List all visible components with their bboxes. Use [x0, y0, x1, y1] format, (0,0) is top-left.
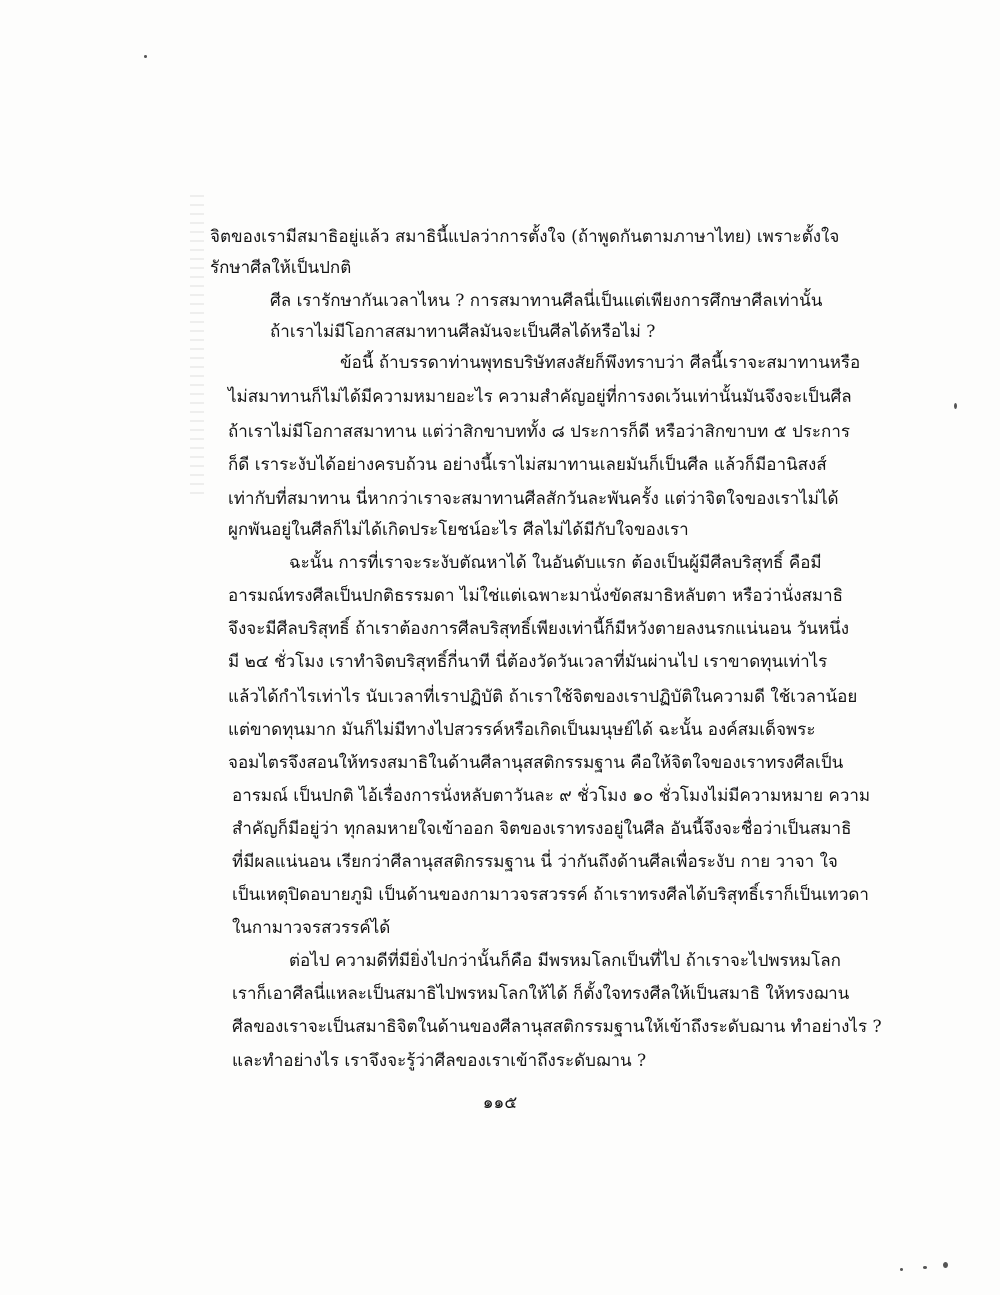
scan-edge-shadow — [190, 195, 204, 495]
text-line: ข้อนี้ ถ้าบรรดาท่านพุทธบริษัทสงสัยก็พึงทราบว่า ศีลนี้เราจะสมาทานหรือ — [340, 353, 861, 373]
text-line: ถ้าเราไม่มีโอกาสสมาทานศีลมันจะเป็นศีลได้หรือไม่ ? — [270, 322, 656, 342]
text-line: ก็ดี เราระงับได้อย่างครบถ้วน อย่างนี้เราไม่สมาทานเลยมันก็เป็นศีล แล้วก็มีอานิสงส์ — [228, 455, 827, 475]
text-line: ที่มีผลแน่นอน เรียกว่าศีลานุสสติกรรมฐาน นี่ ว่ากันถึงด้านศีลเพื่อระงับ กาย วาจา ใจ — [232, 852, 838, 872]
text-line: ฉะนั้น การที่เราจะระงับตัณหาได้ ในอันดับแรก ต้องเป็นผู้มีศีลบริสุทธิ์ คือมี — [289, 553, 822, 573]
text-line: แต่ขาดทุนมาก มันก็ไม่มีทางไปสวรรค์หรือเกิดเป็นมนุษย์ได้ ฉะนั้น องค์สมเด็จพระ — [228, 720, 816, 740]
text-line: ไม่สมาทานก็ไม่ได้มีความหมายอะไร ความสำคัญอยู่ที่การงดเว้นเท่านั้นมันจึงจะเป็นศีล — [228, 387, 852, 407]
text-line: อารมณ์ เป็นปกติ ไอ้เรื่องการนั่งหลับตาวันละ ๙ ชั่วโมง ๑๐ ชั่วโมงไม่มีความหมาย ความ — [232, 786, 871, 806]
scan-speck — [954, 403, 957, 409]
scan-speck — [943, 1262, 948, 1268]
text-line: ศีล เรารักษากันเวลาไหน ? การสมาทานศีลนี่เป็นแต่เพียงการศึกษาศีลเท่านั้น — [270, 291, 823, 311]
text-line: เป็นเหตุปิดอบายภูมิ เป็นด้านของกามาวจรสวรรค์ ถ้าเราทรงศีลได้บริสุทธิ์เราก็เป็นเทวดา — [232, 885, 869, 905]
text-line: อารมณ์ทรงศีลเป็นปกติธรรมดา ไม่ใช่แต่เฉพาะมานั่งขัดสมาธิหลับตา หรือว่านั่งสมาธิ — [228, 586, 844, 606]
text-line: สำคัญก็มีอยู่ว่า ทุกลมหายใจเข้าออก จิตของเราทรงอยู่ในศีล อันนี้จึงจะชื่อว่าเป็นสมาธิ — [232, 819, 852, 839]
text-line: รักษาศีลให้เป็นปกติ — [210, 258, 352, 278]
text-line: ถ้าเราไม่มีโอกาสสมาทาน แต่ว่าสิกขาบททั้ง ๘ ประการก็ดี หรือว่าสิกขาบท ๕ ประการ — [228, 422, 851, 442]
scan-speck — [900, 1268, 903, 1271]
text-line: เราก็เอาศีลนี่แหละเป็นสมาธิไปพรหมโลกให้ได้ ก็ตั้งใจทรงศีลให้เป็นสมาธิ ให้ทรงฌาน — [232, 984, 850, 1004]
text-line: แล้วได้กำไรเท่าไร นับเวลาที่เราปฏิบัติ ถ้าเราใช้จิตของเราปฏิบัติในความดี ใช้เวลาน้อย — [228, 687, 858, 707]
text-line: ต่อไป ความดีที่มียิ่งไปกว่านั้นก็คือ มีพรหมโลกเป็นที่ไป ถ้าเราจะไปพรหมโลก — [289, 951, 841, 971]
page-number: ๑๑๕ — [482, 1093, 518, 1113]
text-line: และทำอย่างไร เราจึงจะรู้ว่าศีลของเราเข้าถึงระดับฌาน ? — [232, 1051, 647, 1071]
text-line: ศีลของเราจะเป็นสมาธิจิตในด้านของศีลานุสสติกรรมฐานให้เข้าถึงระดับฌาน ทำอย่างไร ? — [232, 1017, 882, 1037]
text-line: เท่ากับที่สมาทาน นี่หากว่าเราจะสมาทานศีลสักวันละพันครั้ง แต่ว่าจิตใจของเราไม่ได้ — [228, 489, 839, 509]
text-line: มี ๒๔ ชั่วโมง เราทำจิตบริสุทธิ์กี่นาที นี่ต้องวัดวันเวลาที่มันผ่านไป เราขาดทุนเท่าไร — [228, 652, 828, 672]
scan-speck — [923, 1266, 927, 1269]
text-line: จอมไตรจึงสอนให้ทรงสมาธิในด้านศีลานุสสติกรรมฐาน คือให้จิตใจของเราทรงศีลเป็น — [228, 753, 844, 773]
text-line: จิตของเรามีสมาธิอยู่แล้ว สมาธินี้แปลว่าการตั้งใจ (ถ้าพูดกันตามภาษาไทย) เพราะตั้งใจ — [210, 227, 840, 247]
scan-speck — [144, 55, 147, 58]
text-line: จึงจะมีศีลบริสุทธิ์ ถ้าเราต้องการศีลบริสุทธิ์เพียงเท่านี้ก็มีหวังตายลงนรกแน่นอน วันหนึ่ง — [228, 619, 850, 639]
text-line: ผูกพันอยู่ในศีลก็ไม่ได้เกิดประโยชน์อะไร ศีลไม่ได้มีกับใจของเรา — [228, 520, 689, 540]
text-line: ในกามาวจรสวรรค์ได้ — [232, 918, 391, 938]
